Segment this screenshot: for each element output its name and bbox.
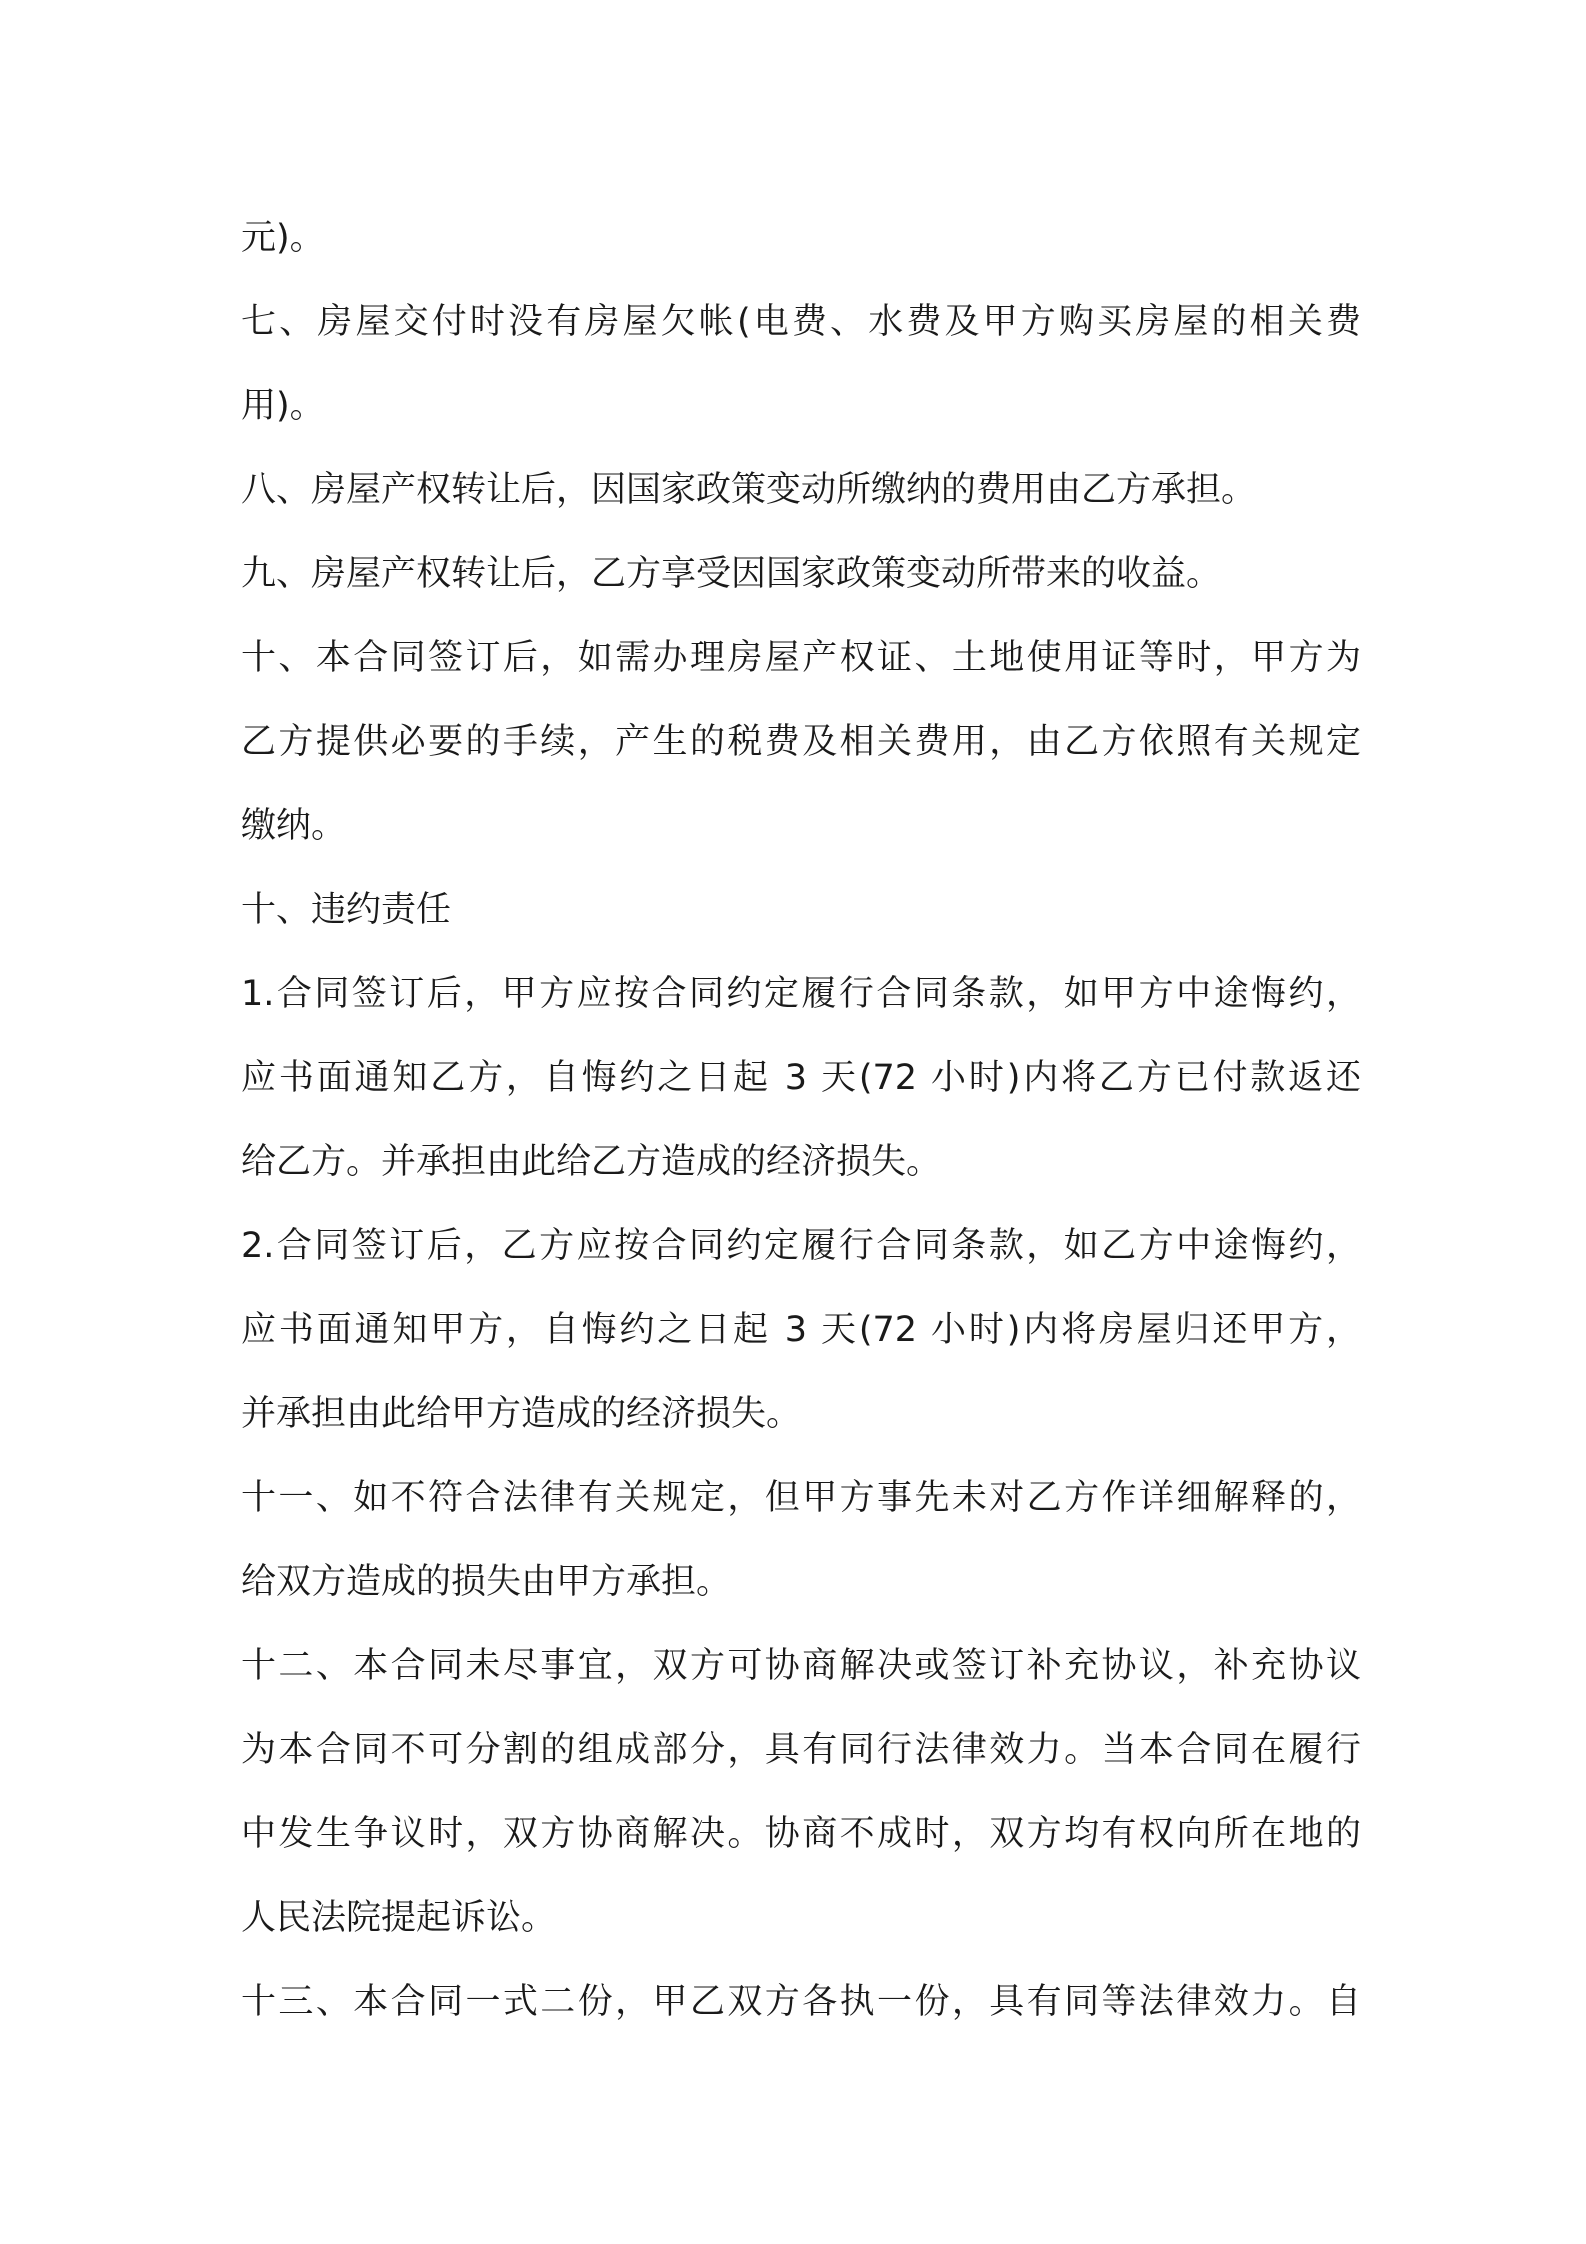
text-line: 为本合同不可分割的组成部分，具有同行法律效力。当本合同在履行 <box>241 1730 1361 1770</box>
text-line: 用)。 <box>241 386 325 426</box>
text-line: 七、房屋交付时没有房屋欠帐(电费、水费及甲方购买房屋的相关费 <box>241 302 1361 342</box>
text-line: 缴纳。 <box>241 806 347 846</box>
text-line: 十、违约责任 <box>241 890 452 930</box>
text-line: 乙方提供必要的手续，产生的税费及相关费用，由乙方依照有关规定 <box>241 722 1361 762</box>
text-line: 元)。 <box>241 218 325 258</box>
text-line: 2.合同签订后，乙方应按合同约定履行合同条款，如乙方中途悔约， <box>241 1226 1361 1266</box>
text-line: 应书面通知甲方，自悔约之日起 3 天(72 小时)内将房屋归还甲方， <box>241 1310 1361 1350</box>
text-line: 中发生争议时，双方协商解决。协商不成时，双方均有权向所在地的 <box>241 1814 1361 1854</box>
document-body <box>241 196 1361 2044</box>
text-line: 九、房屋产权转让后，乙方享受因国家政策变动所带来的收益。 <box>241 554 1222 594</box>
text-line: 1.合同签订后，甲方应按合同约定履行合同条款，如甲方中途悔约， <box>241 974 1361 1014</box>
text-line: 十一、如不符合法律有关规定，但甲方事先未对乙方作详细解释的， <box>241 1478 1361 1518</box>
text-line: 十二、本合同未尽事宜，双方可协商解决或签订补充协议，补充协议 <box>241 1646 1361 1686</box>
text-line: 应书面通知乙方，自悔约之日起 3 天(72 小时)内将乙方已付款返还 <box>241 1058 1361 1098</box>
text-line: 人民法院提起诉讼。 <box>241 1898 557 1938</box>
text-line: 并承担由此给甲方造成的经济损失。 <box>241 1394 802 1434</box>
text-line: 给双方造成的损失由甲方承担。 <box>241 1562 732 1602</box>
text-line: 十三、本合同一式二份，甲乙双方各执一份，具有同等法律效力。自 <box>241 1982 1361 2022</box>
text-line: 给乙方。并承担由此给乙方造成的经济损失。 <box>241 1142 942 1182</box>
text-line: 八、房屋产权转让后，因国家政策变动所缴纳的费用由乙方承担。 <box>241 470 1257 510</box>
text-line: 十、本合同签订后，如需办理房屋产权证、土地使用证等时，甲方为 <box>241 638 1361 678</box>
